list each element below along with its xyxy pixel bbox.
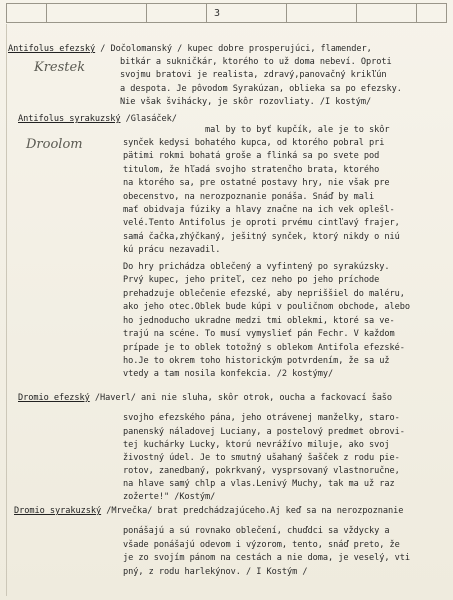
entry-line: tej kuchárky Lucky, ktorú nevrážívo miluje, ako svoj (123, 440, 390, 450)
entry-line: synček kedysi bohatého kupca, od ktorého pobral pri (123, 138, 385, 148)
entry-line: ho jednoducho ukradne medzi tmi oblekmi, ktoré sa ve- (123, 316, 395, 326)
entry-line: ho.Je to okrem toho historickým potvrdením, že sa už (123, 356, 390, 366)
page-number: 3 (214, 8, 221, 19)
entry-line (18, 393, 392, 403)
header-cell (357, 4, 417, 22)
entry-line: obecenstvo, na nerozpoznanie ponáša. Snáď by mali (123, 192, 375, 202)
entry-text: /Mrvečka/ brat predchádzajúceho.Aj keď sa na nerozpoznanie (101, 506, 404, 516)
header-cell (7, 4, 47, 22)
entry-line: kú prácu nezavadil. (123, 245, 221, 255)
entry-line: svojmu bratovi je realista, zdravý,panovačný krikľún (120, 70, 387, 80)
entry-line (18, 114, 177, 124)
entry-line: všade ponášajú odevom i výzorom, tento, snáď preto, že (123, 540, 400, 550)
entry-line: zožerte!" /Kostým/ (123, 492, 216, 502)
entry-line: mať obidvaja fúziky a hlavy značne na ich vek oplešl- (123, 205, 395, 215)
entry-line: velé.Tento Antifolus je oproti prvému cintľavý frajer, (123, 218, 400, 228)
header-cell (147, 4, 207, 22)
entry-line: rotov, zanedbaný, pokrkvaný, vysprsovaný vlastnoručne, (123, 466, 400, 476)
entry-line: Prvý kupec, jeho priteľ, cez neho po jeho príchode (123, 275, 380, 285)
character-name: Antifolus syrakuzský (18, 114, 121, 124)
entry-line: živostný údel. Je to smutný ušahaný šašček z rodu pie- (123, 453, 400, 463)
form-header-grid (6, 3, 447, 23)
entry-line: bitkár a sukničkár, ktorého to už doma nebeví. Oproti (120, 57, 392, 67)
header-cell (287, 4, 357, 22)
entry-line: titulom, že hľadá svojho stratenčho brata, ktorého (123, 165, 380, 175)
character-name: Dromio syrakuzský (14, 506, 102, 516)
entry-line: ponášajú a sú rovnako oblečení, chuďdci sa vždycky a (123, 526, 390, 536)
entry-text: /Haverl/ ani nie sluha, skôr otrok, oucha a fackovací šašo (89, 393, 393, 403)
entry-line: pný, z rodu harlekýnov. / I Kostým / (123, 567, 308, 577)
entry-line: samá čačka,zhýčkaný, ješitný synček, ktorý nikdy o niú (123, 232, 400, 242)
entry-line: svojho efezského pána, jeho otrávenej manželky, staro- (123, 413, 400, 423)
entry-line: a despota. Je pôvodom Syrakúzan, oblieka sa po efezsky. (120, 84, 402, 94)
character-name: Antifolus efezský (8, 44, 96, 54)
margin-rule (6, 24, 7, 596)
entry-line: prípade je to oblek totožný s oblekom Antifola efezské- (123, 343, 405, 353)
header-cell (47, 4, 147, 22)
entry-text: /Glasáček/ (120, 114, 177, 124)
entry-line: na hlave samý chlp a vlas.Lenivý Muchy, tak ma už raz (123, 479, 395, 489)
entry-line: je zo svojím pánom na cestách a nie doma, je veselý, vti (123, 553, 410, 563)
handwritten-note: Droolom (26, 137, 83, 152)
entry-line: mal by to byť kupčík, ale je to skôr (205, 125, 390, 135)
handwritten-note: Krestek (34, 60, 86, 75)
entry-line: pätimi rokmi bohatá groše a flinká sa po svete pod (123, 151, 380, 161)
entry-line: Nie však švihácky, je skôr rozovliaty. /I kostým/ (120, 97, 372, 107)
entry-line (8, 44, 372, 54)
entry-text: / Dočolomanský / kupec dobre prosperujúci, flamender, (95, 44, 372, 54)
entry-line: prehadzuje oblečenie efezské, aby nepriššiel do maléru, (123, 289, 405, 299)
character-name: Dromio efezský (18, 393, 90, 403)
entry-line: panenský náladovej Luciany, a postelový predmet obrovi- (123, 427, 405, 437)
entry-line: ako jeho otec.Oblek bude kúpi v pouličnom obchode, alebo (123, 302, 410, 312)
entry-line: vtedy a tam nosila konfekcia. /2 kostýmy/ (123, 369, 334, 379)
entry-line: na ktorého sa, pre ostatné postavy hry, nie však pre (123, 178, 390, 188)
entry-line (14, 506, 403, 516)
entry-line: trajú na scéne. To musí vymyslieť pán Fechr. V každom (123, 329, 395, 339)
entry-line: Do hry prichádza oblečený a vyfintený po syrakúzsky. (123, 262, 390, 272)
header-cell (417, 4, 446, 22)
